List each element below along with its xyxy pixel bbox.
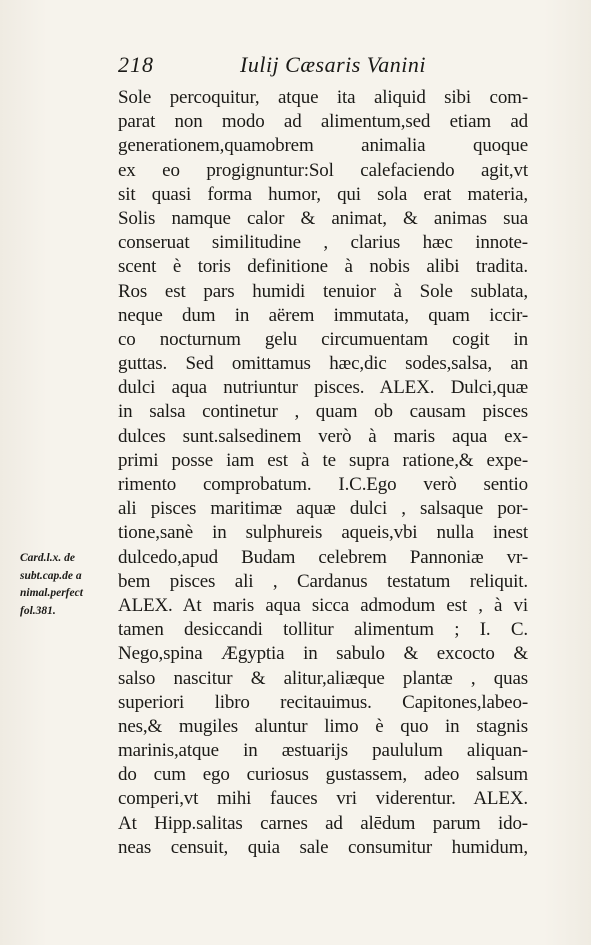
margin-note-line: Card.l.x. de	[20, 552, 75, 564]
text-line: co nocturnum gelu circumuentam cogit in	[118, 328, 528, 350]
text-line: neas censuit, quia sale consumitur humidum,	[118, 836, 528, 858]
text-line: Sole percoquitur, atque ita aliquid sibi com-	[118, 87, 528, 108]
text-line: do cum ego curiosus gustassem, adeo salsum	[118, 764, 528, 786]
page-header	[118, 52, 528, 80]
text-line: Ros est pars humidi tenuior à Sole sublata,	[118, 280, 528, 302]
text-line: rimento comprobatum. I.C.Ego verò sentio	[118, 474, 528, 495]
text-line: Nego,spina Ægyptia in sabulo & excocto &	[118, 643, 528, 665]
margin-note-line: fol.381.	[20, 604, 56, 617]
text-line: ex eo progignuntur:Sol calefaciendo agit,vt	[118, 159, 528, 181]
text-line: At Hipp.salitas carnes ad alēdum parum ido-	[118, 812, 528, 834]
margin-note-line: subt.cap.de a	[20, 569, 82, 582]
text-line: Solis namque calor & animat, & animas sua	[118, 207, 528, 229]
running-head: Iulij Cæsaris Vanini	[240, 52, 427, 77]
text-line: tamen desiccandi tollitur alimentum ; I. C.	[118, 619, 528, 641]
text-line: scent è toris definitione à nobis alibi tradita.	[118, 256, 528, 278]
text-line: generationem,quamobrem animalia quoque	[118, 135, 528, 157]
page-number: 218	[118, 52, 154, 77]
text-line: salso nascitur & alitur,aliæque plantæ , quas	[118, 667, 528, 689]
text-line: nes,& mugiles aluntur limo è quo in stagnis	[118, 715, 528, 737]
body-text	[118, 86, 528, 860]
text-line: parat non modo ad alimentum,sed etiam ad	[118, 111, 528, 133]
text-line: guttas. Sed omittamus hæc,dic sodes,salsa, an	[118, 353, 528, 375]
text-line: superiori libro recitauimus. Capitones,labeo-	[118, 691, 528, 713]
margin-note	[20, 550, 120, 620]
text-line: comperi,vt mihi fauces vri viderentur. ALEX.	[118, 788, 528, 810]
text-line: ali pisces maritimæ aquæ dulci , salsaque por-	[118, 498, 528, 520]
text-line: in salsa continetur , quam ob causam pisces	[118, 401, 528, 423]
text-line: dulcedo,apud Budam celebrem Pannoniæ vr-	[118, 546, 528, 568]
text-line: primi posse iam est à te supra ratione,& expe-	[118, 449, 528, 471]
text-line: neque dum in aërem immutata, quam iccir-	[118, 304, 528, 326]
text-line: conseruat similitudine , clarius hæc innote-	[118, 232, 528, 254]
text-line: ALEX. At maris aqua sicca admodum est , à vi	[118, 594, 528, 616]
text-line: sit quasi forma humor, qui sola erat materia,	[118, 183, 528, 205]
margin-note-line: nimal.perfect	[20, 587, 83, 599]
text-line: marinis,atque in æstuarijs paululum aliquan-	[118, 740, 528, 762]
text-line: bem pisces ali , Cardanus testatum reliquit.	[118, 570, 528, 592]
text-line: dulci aqua nutriuntur pisces. ALEX. Dulci,quæ	[118, 377, 528, 399]
text-line: tione,sanè in sulphureis aqueis,vbi nulla inest	[118, 522, 528, 544]
text-line: dulces sunt.salsedinem verò à maris aqua ex-	[118, 425, 528, 447]
